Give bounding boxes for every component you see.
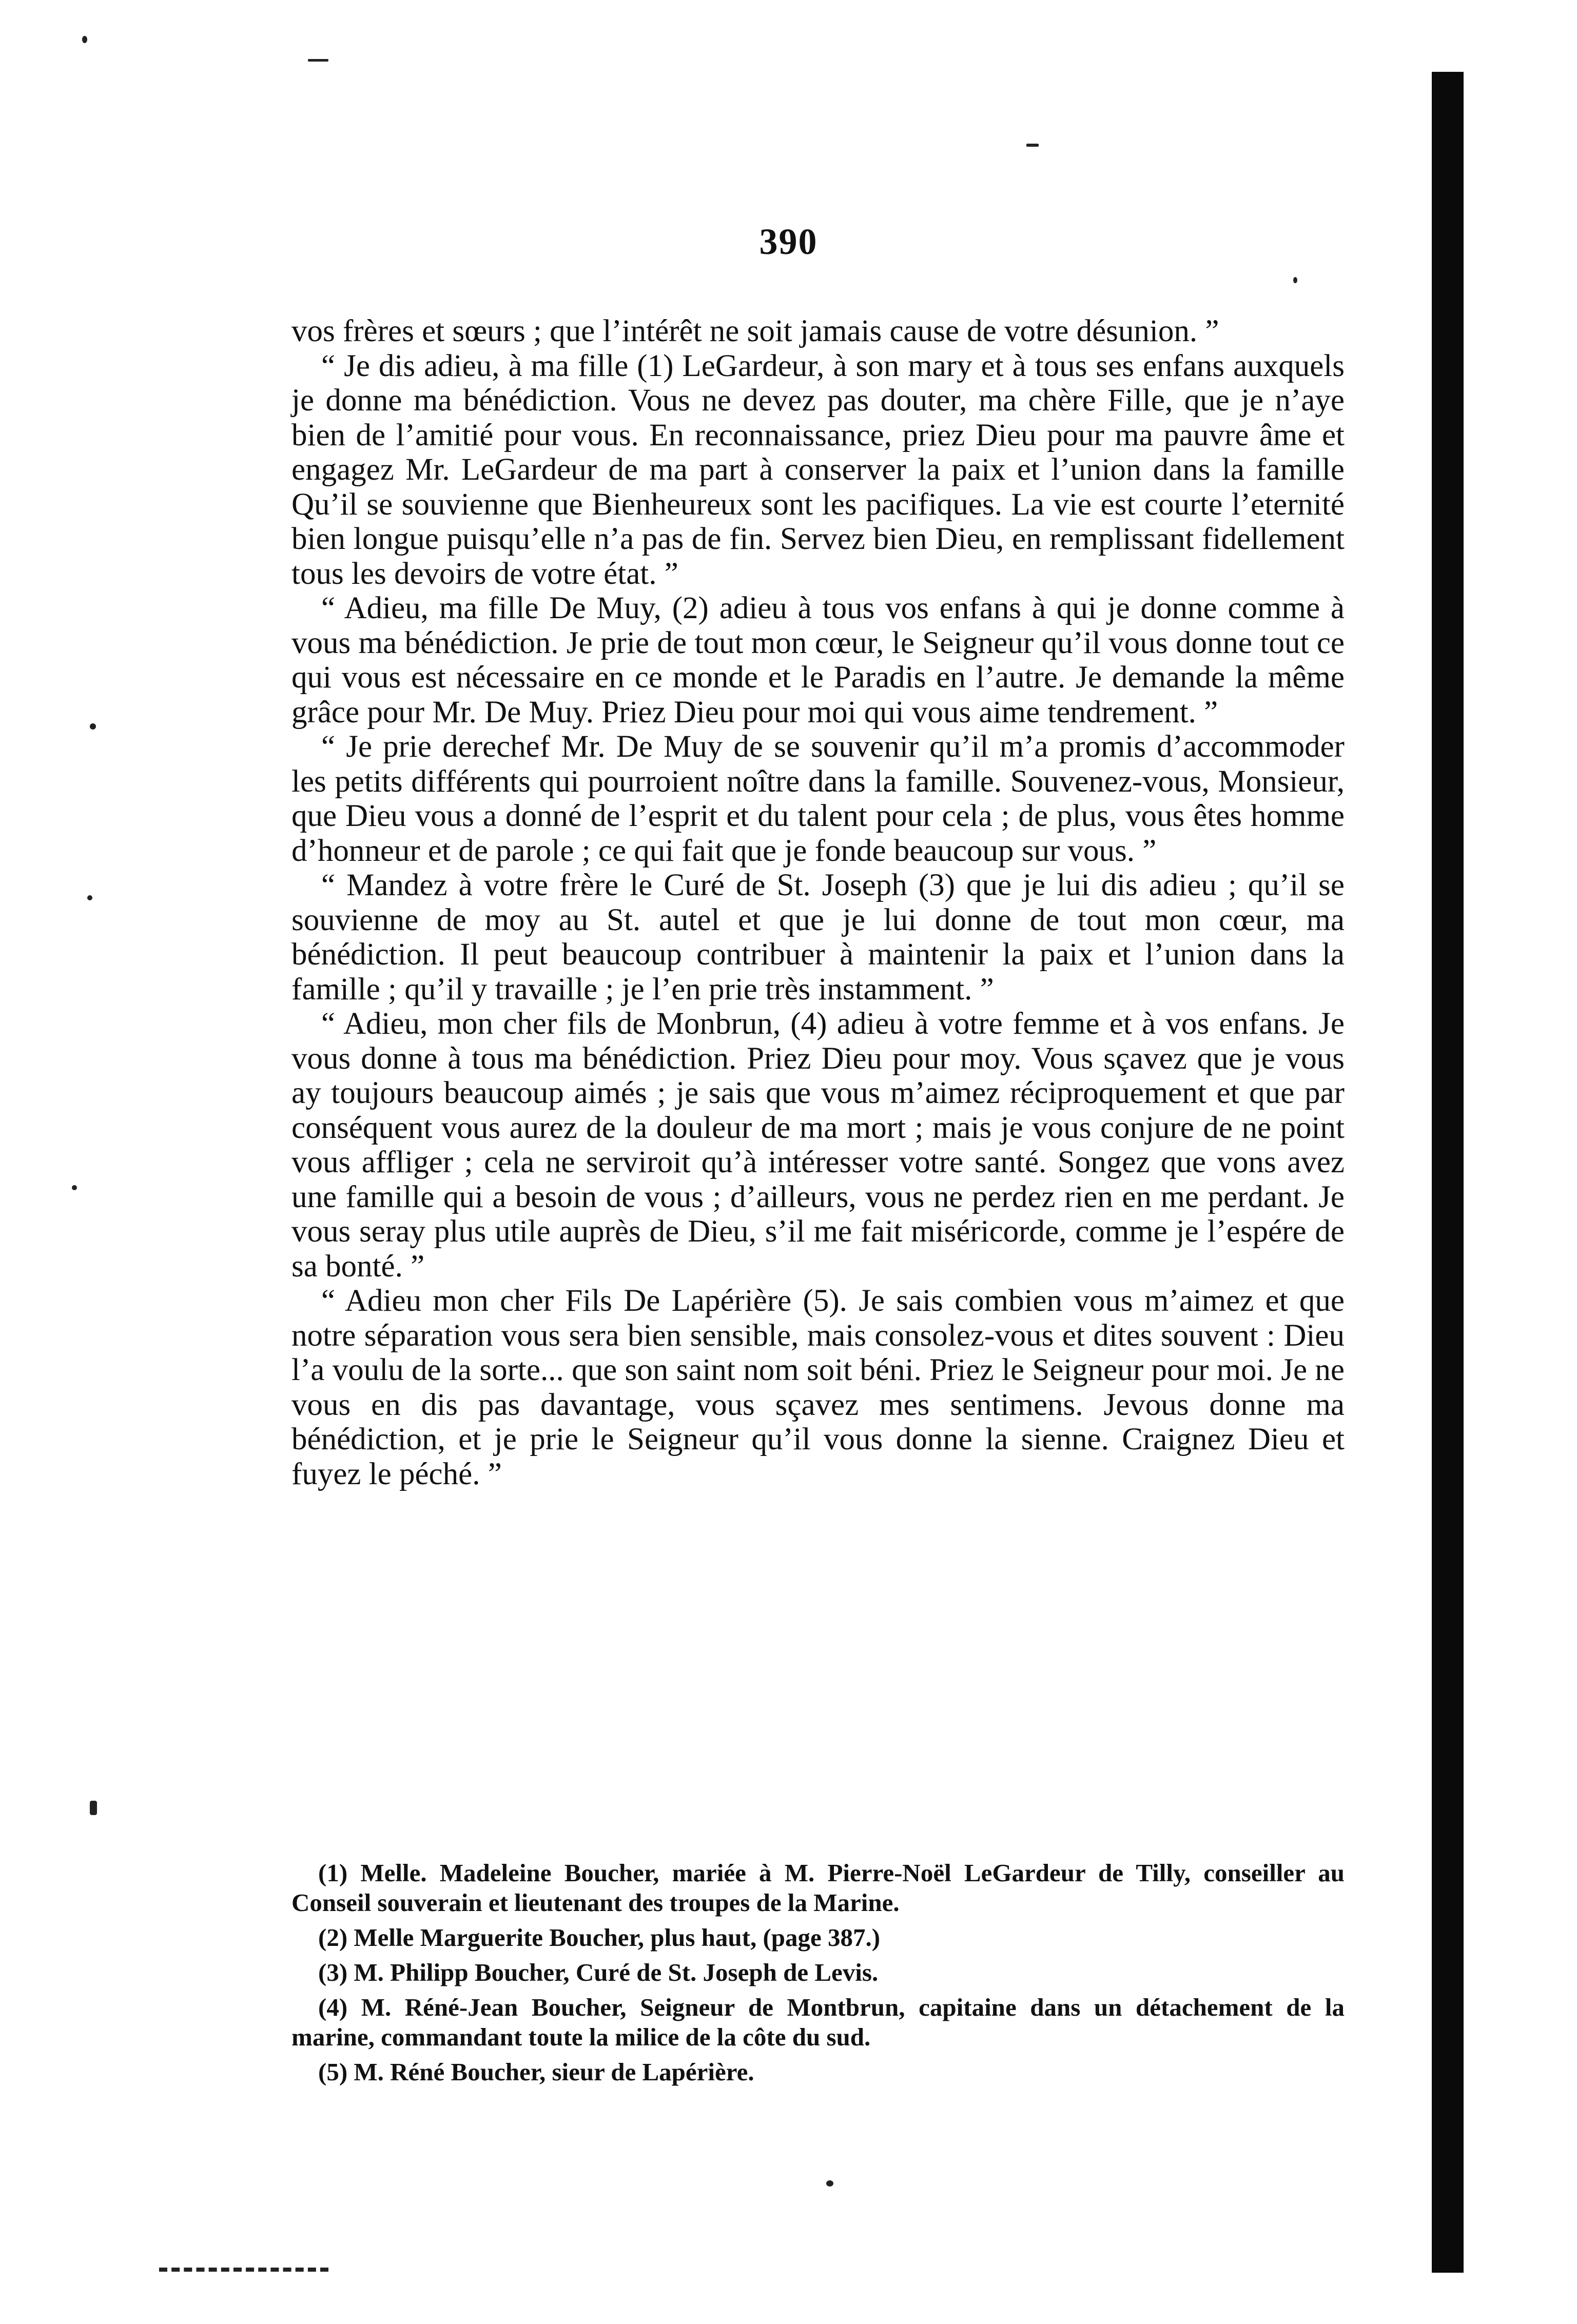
paragraph: “ Adieu, mon cher fils de Monbrun, (4) adieu à votre femme et à vos enfans. Je vous donne à tous ma bénédiction. Priez Dieu pour moy. Vous sçavez que je vous ay toujours beaucoup aimés ; je sais que vous m’aimez réciproquement et que par conséquent vous aurez de la douleur de ma mort ; mais je vous conjure de ne point vous affliger ; cela ne serviroit qu’à intéresser votre santé. Songez que vons avez une famille qui a besoin de vous ; d’ailleurs, vous ne perdez rien en me perdant. Je vous seray plus utile auprès de Dieu, s’il me fait miséricorde, comme je l’espére de sa bonté. ” xyxy=(291,1007,1345,1284)
scan-speck xyxy=(87,895,92,900)
paragraph: “ Je dis adieu, à ma fille (1) LeGardeur, à son mary et à tous ses enfans auxquels je donne ma bénédiction. Vous ne devez pas douter, ma chère Fille, que je n’aye bien de l’amitié pour vous. En reconnaissance, priez Dieu pour ma pauvre âme et engagez Mr. LeGardeur de ma part à conserver la paix et l’union dans la famille Qu’il se souvienne que Bienheureux sont les pacifiques. La vie est courte l’eternité bien longue puisqu’elle n’a pas de fin. Servez bien Dieu, en remplissant fidellement tous les devoirs de votre état. ” xyxy=(291,348,1345,591)
paragraph: “ Je prie derechef Mr. De Muy de se souvenir qu’il m’a promis d’accommoder les petits différents qui pourroient noître dans la famille. Souvenez-vous, Monsieur, que Dieu vous a donné de l’esprit et du talent pour cela ; de plus, vous êtes homme d’honneur et de parole ; ce qui fait que je fonde beaucoup sur vous. ” xyxy=(291,730,1345,868)
paragraph: vos frères et sœurs ; que l’intérêt ne soit jamais cause de votre désunion. ” xyxy=(291,314,1219,348)
scan-speck xyxy=(308,59,328,62)
body-text xyxy=(291,314,1345,1491)
page-number: 390 xyxy=(759,221,818,262)
paragraph: “ Adieu, ma fille De Muy, (2) adieu à tous vos enfans à qui je donne comme à vous ma bénédiction. Je prie de tout mon cœur, le Seigneur qu’il vous donne tout ce qui vous est nécessaire en ce monde et le Paradis en l’autre. Je demande la même grâce pour Mr. De Muy. Priez Dieu pour moi qui vous aime tendrement. ” xyxy=(291,591,1345,730)
footnote: (1) Melle. Madeleine Boucher, mariée à M. Pierre-Noël LeGardeur de Tilly, conseiller au Conseil souverain et lieutenant des troupes de la Marine. xyxy=(291,1859,1345,1917)
paragraph: “ Adieu mon cher Fils De Lapérière (5). Je sais combien vous m’aimez et que notre séparation vous sera bien sensible, mais consolez-vous et dites souvent : Dieu l’a voulu de la sorte... que son saint nom soit béni. Priez le Seigneur pour moi. Je ne vous en dis pas davantage, vous sçavez mes sentimens. Jevous donne ma bénédiction, et je prie le Seigneur qu’il vous donne la sienne. Craignez Dieu et fuyez le péché. ” xyxy=(291,1284,1345,1491)
footnotes xyxy=(291,1858,1345,2092)
footnote: (2) Melle Marguerite Boucher, plus haut, (page 387.) xyxy=(318,1923,881,1952)
footnote: (3) M. Philipp Boucher, Curé de St. Joseph de Levis. xyxy=(318,1958,879,1986)
scan-speck xyxy=(1026,144,1039,147)
paragraph: “ Mandez à votre frère le Curé de St. Joseph (3) que je lui dis adieu ; qu’il se souvienne de moy au St. autel et que je lui donne de tout mon cœur, ma bénédiction. Il peut beaucoup contribuer à maintenir la paix et l’union dans la famille ; qu’il y travaille ; je l’en prie très instamment. ” xyxy=(291,868,1345,1007)
scan-speck xyxy=(1293,277,1297,283)
footnote: (4) M. Réné-Jean Boucher, Seigneur de Montbrun, capitaine dans un détachement de la marine, commandant toute la milice de la côte du sud. xyxy=(291,1993,1345,2051)
bottom-dashed-rule xyxy=(159,2268,328,2272)
scan-speck xyxy=(82,36,87,43)
scan-speck xyxy=(90,1801,97,1815)
scan-edge-shadow xyxy=(1432,72,1464,2273)
footnote: (5) M. Réné Boucher, sieur de Lapérière. xyxy=(318,2058,754,2086)
scan-speck xyxy=(90,723,96,730)
scan-speck xyxy=(72,1185,77,1190)
scan-speck xyxy=(826,2180,833,2187)
